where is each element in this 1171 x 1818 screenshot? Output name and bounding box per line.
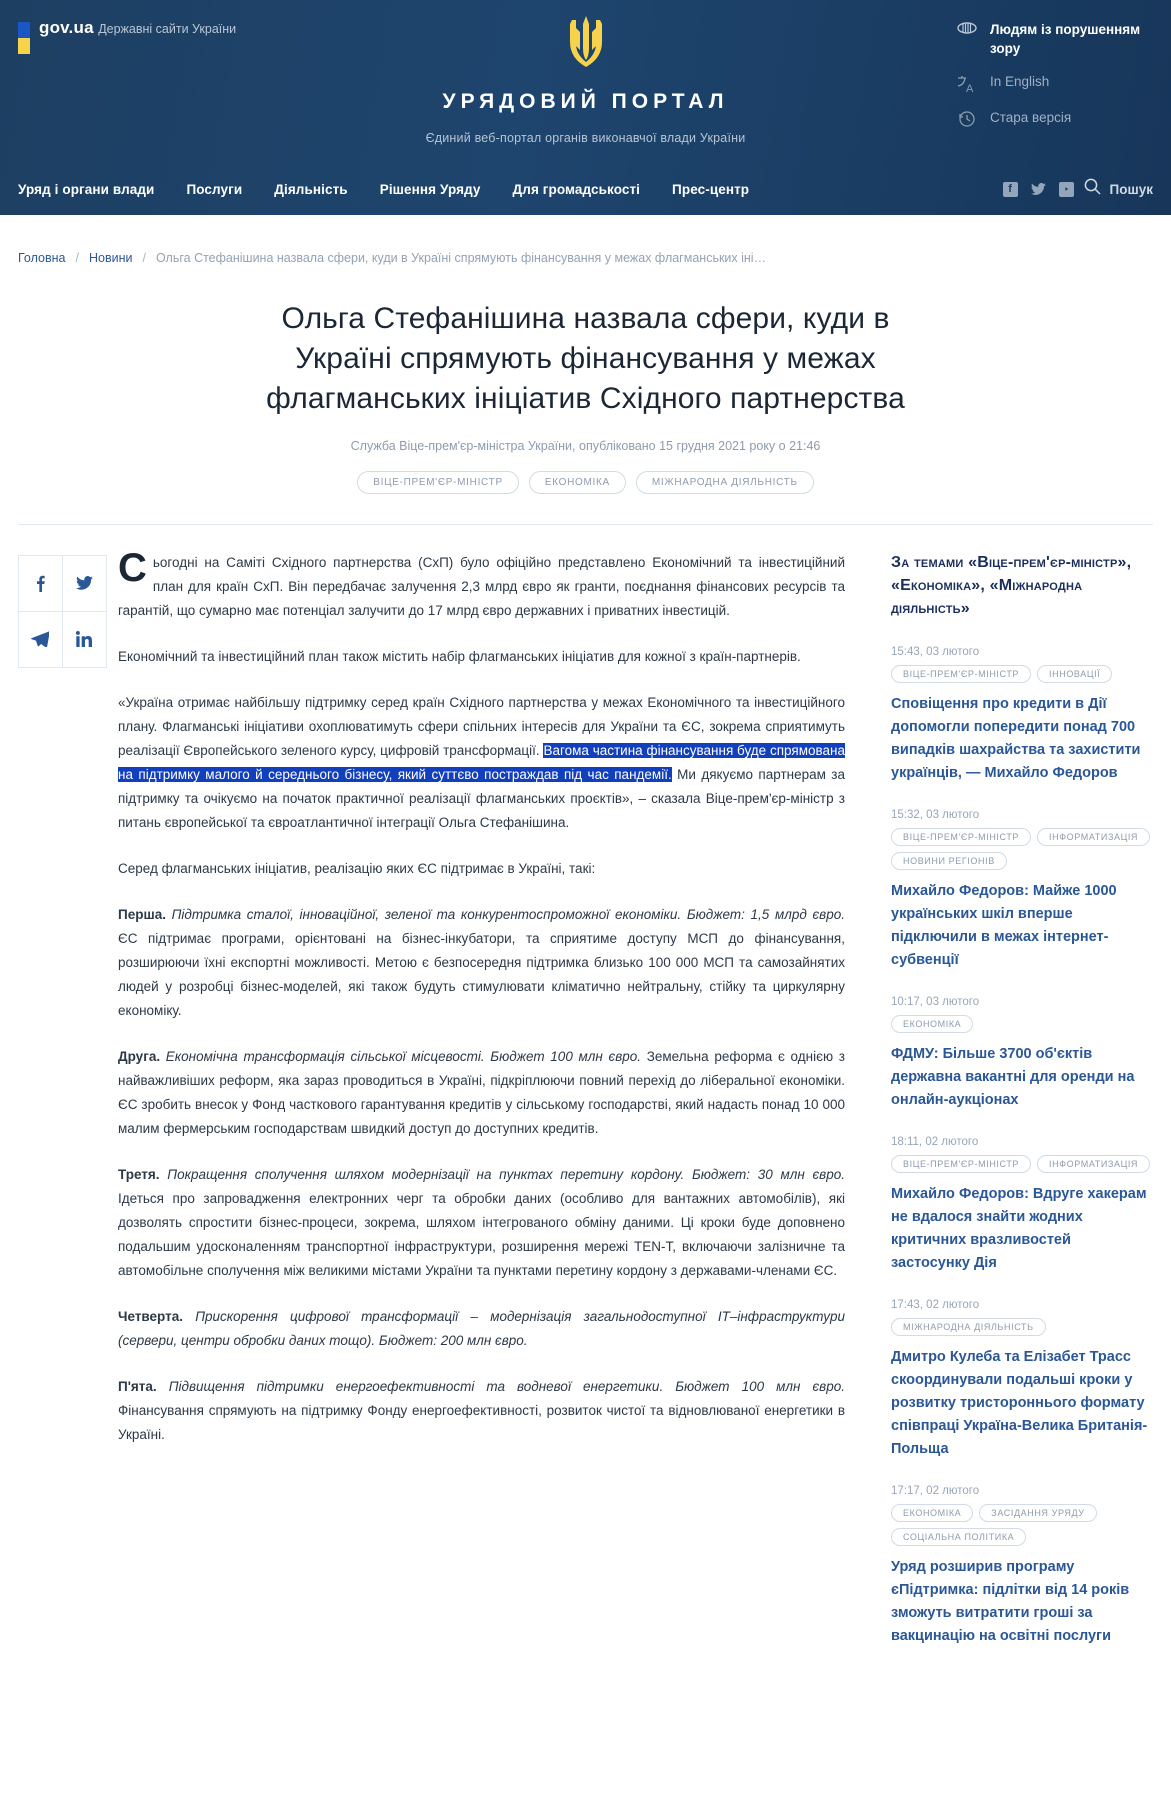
history-clock-icon [956,108,978,128]
news-tag[interactable]: ЗАСІДАННЯ УРЯДУ [979,1504,1096,1522]
nav-item-activity[interactable]: Діяльність [274,181,348,197]
news-tag-list [891,665,1153,683]
quote-part-before: «Україна отримає найбільшу підтримку серед країн Східного партнерства у межах Економічного та інвестиційного плану. Флагманські ініціативи охоплюватимуть сфери спільних інтересів для України та ЄС, зокрема сприятимуть реалізації Європейського зеленого курсу, цифровій трансформації. [118,695,845,758]
nav-item-services[interactable]: Послуги [186,181,243,197]
accessibility-vision-label: Людям із порушенням зору [990,22,1141,56]
news-tag[interactable]: ВІЦЕ-ПРЕМ'ЄР-МІНІСТР [891,665,1031,683]
site-header [0,0,1171,215]
linkedin-icon [76,631,92,647]
news-tag[interactable]: ЕКОНОМІКА [891,1015,973,1033]
quote-part-after: Ми дякуємо партнерам за підтримку та очікуємо на початок практичної реалізації флагманських проєктів», – сказала Віце-прем'єр-міністр з питань європейської та євроатлантичної інтеграції Ольга Стефанішина. [118,767,846,830]
item-rest: ЄС підтримає програми, орієнтовані на бізнес-інкубатори, та сприятиме доступу МСП до фінансування, розширюючи їхні експортні можливості. Метою є безпосередня підтримка близько 100 000 МСП та самозайнятих людей у розробці бізнес-моделей, які також будуть стимулювати кліматично нейтральну, стійку та циркулярну економіку. [118,931,845,1018]
news-time: 17:43, 02 лютого [891,1299,980,1311]
item-label: П'ята. [118,1379,157,1394]
news-tag-list [891,1015,1153,1033]
article-paragraph: Економічний та інвестиційний план також містить набір флагманських ініціатив для кожної з країн-партнерів. [118,649,801,664]
article-item-4 [118,1305,845,1353]
article-body [110,546,891,1672]
page-title: Ольга Стефанішина назвала сфери, куди в Україні спрямують фінансування у межах флагманських ініціатив Східного партнерства [266,302,905,415]
article-item-2 [118,1045,845,1141]
news-time: 17:17, 02 лютого [891,1485,980,1497]
news-tag[interactable]: НОВИНИ РЕГІОНІВ [891,852,1007,870]
news-tag[interactable]: МІЖНАРОДНА ДІЯЛЬНІСТЬ [891,1318,1046,1336]
article-paragraph: Сьогодні на Саміті Східного партнерства (СхП) було офіційно представлено Економічний та інвестиційний план для країн СхП. Він передбачає залучення 2,3 млрд євро як гранти, поєднання фінансових ресурсів та гарантій, що сумарно має потенціал залучити до 17 млрд євро державних і приватних інвестицій. [118,546,845,618]
language-english-option[interactable] [956,72,1151,94]
news-title-link[interactable]: Михайло Федоров: Майже 1000 українських шкіл вперше підключили в межах інтернет-субвенції [891,883,1117,968]
related-news-sidebar [891,551,1153,1672]
item-lead: Економічна трансформація сільської місцевості. Бюджет 100 млн євро. [160,1049,642,1064]
item-rest: Ідеться про запровадження електронних черг та обробки даних (особливо для вантажних автомобілів), які дозволять спростити бізнес-процеси, зокрема, шляхом інтегрованого обміну даними. Ці кроки буде доповнено подальшим удосконаленням транспортної інфраструктури, розширення мережі TEN-T, включаючи залізничне та автомобільне сполучення між великими містами України та пунктами перетину кордону з державами-членами ЄС. [118,1191,845,1278]
news-time: 15:32, 03 лютого [891,809,980,821]
search-button[interactable] [1084,178,1153,200]
item-label: Третя. [118,1167,160,1182]
share-facebook-button[interactable] [18,555,63,612]
twitter-icon[interactable] [1031,182,1046,197]
translate-icon [956,72,978,94]
content-wrapper [0,525,1171,1672]
accessibility-vision-option[interactable] [956,20,1151,58]
portal-subtitle: Єдиний веб-портал органів виконавчої влади України [425,131,746,145]
search-label: Пошук [1109,181,1153,197]
item-label: Друга. [118,1049,161,1064]
nav-item-press[interactable]: Прес-центр [672,181,750,197]
news-title-link[interactable]: Михайло Федоров: Вдруге хакерам не вдалося знайти жодних критичних вразливостей застосунку Дія [891,1186,1147,1271]
item-rest: Фінансування спрямують на підтримку Фонду енергоефективності, розвиток чистої та відновлюваної енергетики в Україні. [118,1403,845,1442]
list-item[interactable] [891,646,1153,785]
article-item-5 [118,1375,845,1447]
article-paragraph: Серед флагманських ініціатив, реалізацію яких ЄС підтримає в Україні, такі: [118,861,596,876]
item-lead: Прискорення цифрової трансформації – модернізація загальнодоступної IT–інфраструктури (сервери, центри обробки даних тощо). Бюджет: 200 млн євро. [118,1309,845,1348]
share-telegram-button[interactable] [18,611,63,668]
news-title-link[interactable]: Уряд розширив програму єПідтримка: підлітки від 14 років зможуть витратити гроші за вакцинацію на освітні послуги [891,1559,1130,1644]
article-header [0,265,1171,494]
article-item-1 [118,903,845,1023]
news-tag[interactable]: ІНФОРМАТИЗАЦІЯ [1037,1155,1150,1173]
brand-subtitle: Державні сайти України [98,22,237,36]
news-tag[interactable]: ЕКОНОМІКА [891,1504,973,1522]
article-tag[interactable]: ЕКОНОМІКА [529,471,626,494]
news-time: 18:11, 02 лютого [891,1136,979,1148]
accessibility-menu [956,20,1151,142]
portal-title: УРЯДОВИЙ ПОРТАЛ [442,90,729,113]
twitter-icon [76,576,93,590]
nav-item-decisions[interactable]: Рішення Уряду [379,181,481,197]
news-tag[interactable]: ІНФОРМАТИЗАЦІЯ [1037,828,1150,846]
facebook-icon[interactable]: f [1003,182,1018,197]
news-tag[interactable]: ІННОВАЦІЇ [1037,665,1112,683]
gov-ua-brand[interactable] [18,18,236,54]
main-navigation [0,163,1171,215]
list-item[interactable] [891,1299,1153,1461]
breadcrumb-news[interactable]: Новини [88,251,133,265]
youtube-icon[interactable] [1059,182,1074,197]
item-rest: Земельна реформа є однією з найважливіших реформ, яка зараз проводиться в Україні, підкріплюючи повний перехід до ліберальної економіки. ЄС зробить внесок у Фонд часткового гарантування кредитів у сільському господарстві, який надасть понад 10 000 малим фермерським господарствам швидкий доступ до доступних кредитів. [118,1049,845,1136]
share-sidebar [18,551,110,1672]
highlighted-selection: Вагома частина фінансування буде спрямована на підтримку малого й середнього бізнесу, який суттєво постраждав під час пандемії. [118,743,845,782]
item-lead: Підтримка сталої, інноваційної, зеленої та конкурентоспроможної економіки. Бюджет: 1,5 млрд євро. [165,907,845,922]
item-label: Четверта. [118,1309,183,1324]
news-tag-list [891,1155,1153,1173]
news-time: 15:43, 03 лютого [891,646,980,658]
telegram-icon [31,631,49,647]
brand-name: gov.ua [39,18,94,37]
ukraine-trident-emblem-icon [566,14,606,75]
list-item[interactable] [891,996,1153,1112]
list-item[interactable] [891,1485,1153,1648]
article-tag-list [0,471,1171,494]
eye-icon [956,20,978,34]
share-linkedin-button[interactable] [62,611,107,668]
breadcrumb-home[interactable]: Головна [18,251,66,265]
breadcrumb-separator: / [142,251,146,265]
article-tag[interactable]: ВІЦЕ-ПРЕМ'ЄР-МІНІСТР [357,471,519,494]
item-lead: Підвищення підтримки енергоефективності та водневої енергетики. Бюджет 100 млн євро. [156,1379,845,1394]
article-item-3 [118,1163,845,1283]
article-tag[interactable]: МІЖНАРОДНА ДІЯЛЬНІСТЬ [636,471,814,494]
item-lead: Покращення сполучення шляхом модернізації на пунктах перетину кордону. Бюджет: 30 млн євро. [159,1167,845,1182]
breadcrumb-current: Ольга Стефанішина назвала сфери, куди в Україні спрямують фінансування у межах флагманських іні… [155,251,767,265]
article-paragraph-quote [118,691,845,835]
breadcrumb [0,215,1171,265]
share-twitter-button[interactable] [62,555,107,612]
news-title-link[interactable]: Дмитро Кулеба та Елізабет Трасс скоординували подальші кроки у розвитку тристороннього формату співпраці Україна-Велика Британія-Польща [891,1349,1148,1457]
item-label: Перша. [118,907,166,922]
old-version-label: Стара версія [990,110,1072,125]
facebook-icon [36,575,45,592]
news-title-link[interactable]: Сповіщення про кредити в Дії допомогли попередити понад 700 випадків шахрайства та захистити українців, — Михайло Федоров [891,696,1141,781]
news-tag[interactable]: СОЦІАЛЬНА ПОЛІТИКА [891,1528,1026,1546]
news-tag-list [891,1318,1153,1336]
language-english-label: In English [990,74,1050,89]
news-title-link[interactable]: ФДМУ: Більше 3700 об'єктів державна вакантні для оренди на онлайн-аукціонах [891,1046,1135,1108]
news-tag[interactable]: ВІЦЕ-ПРЕМ'ЄР-МІНІСТР [891,828,1031,846]
article-meta: Служба Віце-прем'єр-міністра України, опубліковано 15 грудня 2021 року о 21:46 [350,439,821,453]
list-item[interactable] [891,1136,1153,1275]
search-icon [1084,178,1101,200]
list-item[interactable] [891,809,1153,972]
news-tag-list [891,1504,1153,1546]
news-tag-list [891,828,1153,870]
breadcrumb-separator: / [75,251,79,265]
nav-item-public[interactable]: Для громадськості [512,181,641,197]
ukraine-flag-icon [18,22,30,54]
old-version-option[interactable] [956,108,1151,128]
news-tag[interactable]: ВІЦЕ-ПРЕМ'ЄР-МІНІСТР [891,1155,1031,1173]
news-time: 10:17, 03 лютого [891,996,980,1008]
svg-text:A: A [966,83,974,94]
sidebar-heading: За темами «Віце-прем'єр-міністр», «Економіка», «Міжнародна діяльність» [891,554,1132,617]
nav-item-government[interactable]: Уряд і органи влади [18,181,155,197]
